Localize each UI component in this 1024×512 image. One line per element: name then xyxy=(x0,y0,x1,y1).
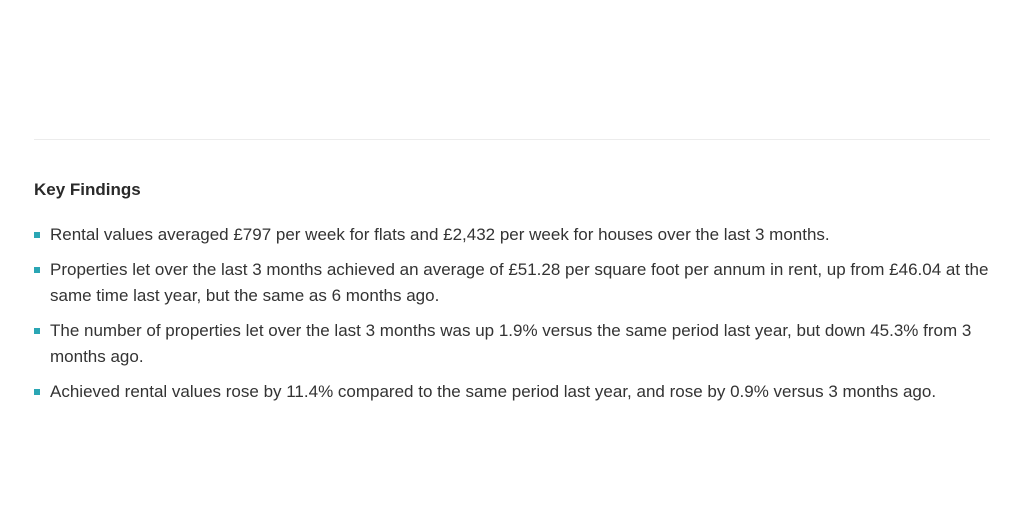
section-divider xyxy=(34,139,990,140)
finding-item xyxy=(34,257,1010,309)
finding-item xyxy=(34,222,1010,248)
key-findings-heading: Key Findings xyxy=(34,180,141,199)
square-bullet-icon xyxy=(34,389,40,395)
findings-list xyxy=(34,222,1010,405)
finding-item xyxy=(34,318,1010,370)
finding-text: Rental values averaged £797 per week for flats and £2,432 per week for houses over the last 3 months. xyxy=(50,225,830,244)
key-findings-section xyxy=(34,178,1010,414)
square-bullet-icon xyxy=(34,328,40,334)
square-bullet-icon xyxy=(34,232,40,238)
finding-item xyxy=(34,379,1010,405)
finding-text: The number of properties let over the last 3 months was up 1.9% versus the same period last year, but down 45.3% from 3 months ago. xyxy=(50,321,972,366)
finding-text: Properties let over the last 3 months achieved an average of £51.28 per square foot per annum in rent, up from £46.04 at the same time last year, but the same as 6 months ago. xyxy=(50,260,989,305)
square-bullet-icon xyxy=(34,267,40,273)
finding-text: Achieved rental values rose by 11.4% compared to the same period last year, and rose by 0.9% versus 3 months ago. xyxy=(50,382,937,401)
